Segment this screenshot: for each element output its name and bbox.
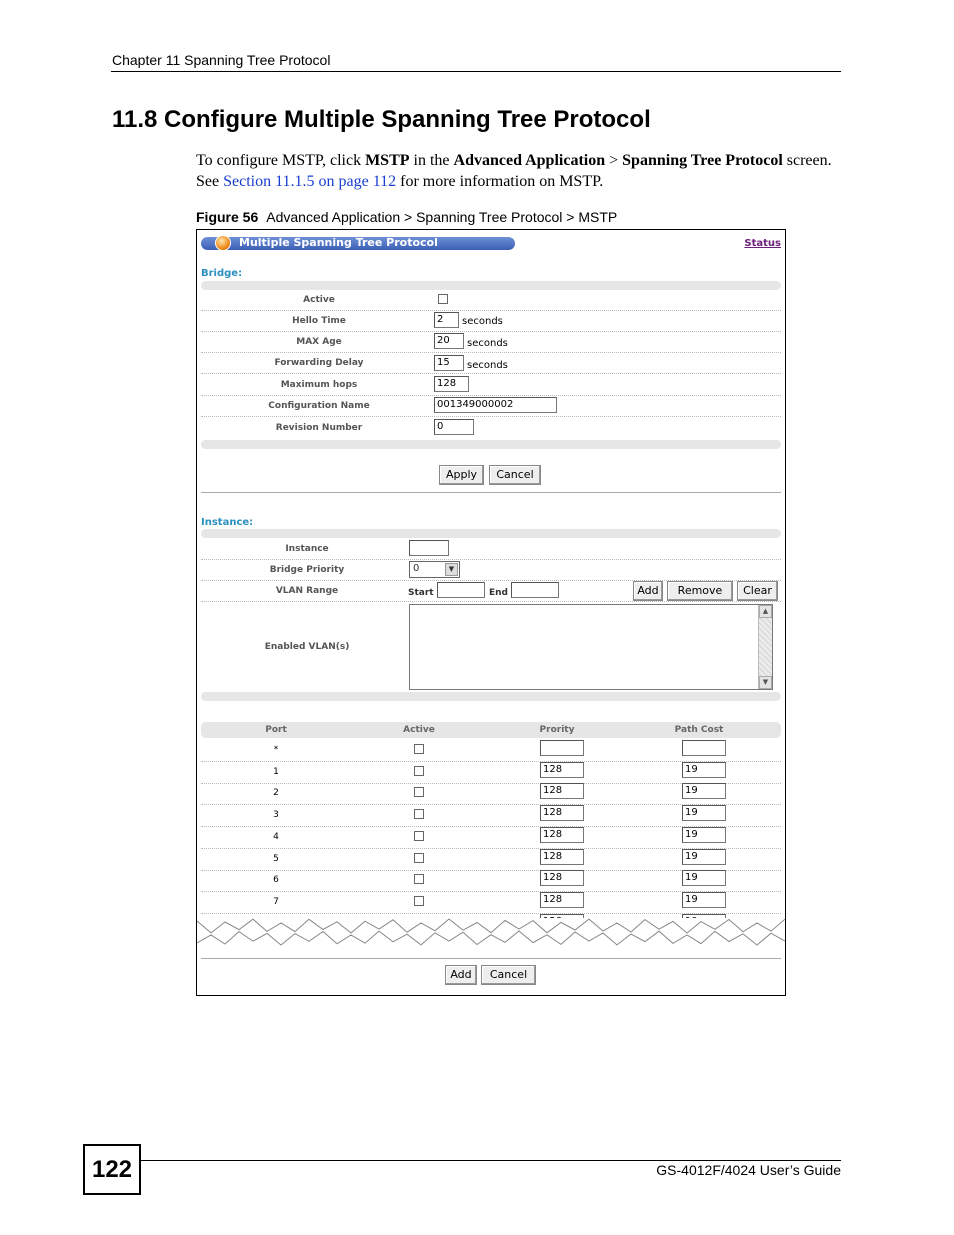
port-path-cost-input[interactable]: 19 (682, 870, 726, 886)
forward-delay-input[interactable]: 15 (434, 355, 464, 371)
header-rule (111, 71, 841, 72)
revision-number-input[interactable]: 0 (434, 419, 474, 435)
port-row (201, 849, 781, 871)
bridge-priority-select[interactable] (409, 561, 460, 578)
instance-label: Instance (285, 544, 329, 554)
row-maxage (201, 332, 781, 353)
bridge-priority-value: 0 (413, 563, 420, 574)
port-number: * (273, 745, 279, 755)
revision-label: Revision Number (275, 423, 363, 433)
enabled-vlans-textarea[interactable] (409, 604, 773, 690)
port-active-checkbox[interactable] (414, 766, 424, 776)
active-label: Active (303, 295, 335, 305)
enabled-vlans-label: Enabled VLAN(s) (264, 642, 350, 652)
para-bold-stp: Spanning Tree Protocol (622, 152, 783, 169)
row-config-name (201, 396, 781, 417)
row-instance (201, 539, 781, 560)
port-active-checkbox[interactable] (414, 809, 424, 819)
maxage-label: MAX Age (296, 337, 342, 347)
start-label: Start (408, 588, 434, 598)
enabled-vlans-scrollbar[interactable] (758, 605, 772, 689)
port-path-cost-input[interactable]: 19 (682, 827, 726, 843)
port-path-cost-input[interactable]: 19 (682, 849, 726, 865)
vlan-add-button[interactable]: Add (633, 581, 663, 601)
page-number: 122 (83, 1144, 141, 1195)
bridge-heading: Bridge: (201, 268, 243, 279)
ports-add-button[interactable]: Add (445, 965, 477, 985)
para-text-2: in the (409, 152, 454, 169)
port-row (201, 783, 781, 805)
section-divider (201, 492, 781, 493)
port-number: 5 (273, 853, 279, 864)
para-text-5: for more information on MSTP. (396, 173, 604, 190)
bridge-apply-button[interactable]: Apply (439, 465, 484, 485)
running-head: Chapter 11 Spanning Tree Protocol (112, 52, 331, 68)
vlan-remove-button[interactable]: Remove (667, 581, 733, 601)
row-bridge-priority (201, 560, 781, 581)
section-link[interactable]: Section 11.1.5 on page 112 (223, 173, 397, 190)
port-priority-input[interactable] (540, 740, 584, 756)
intro-paragraph (196, 150, 836, 192)
ports-cancel-button[interactable]: Cancel (481, 965, 536, 985)
max-hops-input[interactable]: 128 (434, 376, 469, 392)
port-number: 7 (273, 896, 279, 907)
para-text-4: screen. See (196, 152, 832, 190)
para-text-3: > (605, 152, 623, 169)
col-priority: Prority (539, 725, 575, 735)
port-row (201, 892, 781, 914)
port-priority-input[interactable]: 128 (540, 762, 584, 778)
port-priority-input[interactable]: 128 (540, 892, 584, 908)
port-number: 4 (273, 831, 279, 842)
screen-title: Multiple Spanning Tree Protocol (239, 236, 438, 249)
port-path-cost-input[interactable] (682, 740, 726, 756)
end-label: End (489, 588, 508, 598)
port-priority-input[interactable]: 128 (540, 805, 584, 821)
port-active-checkbox[interactable] (414, 874, 424, 884)
hello-unit: seconds (462, 316, 503, 327)
footer-rule (141, 1160, 841, 1161)
bridge-active-checkbox[interactable] (438, 294, 448, 304)
forward-delay-unit: seconds (467, 360, 508, 371)
forward-delay-label: Forwarding Delay (274, 358, 364, 368)
mstp-screen (196, 229, 786, 996)
port-priority-input[interactable]: 128 (540, 870, 584, 886)
port-number: 3 (273, 810, 279, 821)
port-active-checkbox[interactable] (414, 831, 424, 841)
bridge-priority-label: Bridge Priority (269, 565, 345, 575)
title-orb-icon (215, 235, 231, 251)
bridge-band-top (201, 281, 781, 290)
port-path-cost-input[interactable]: 19 (682, 805, 726, 821)
para-bold-mstp: MSTP (365, 152, 410, 169)
footer-guide-title: GS-4012F/4024 User’s Guide (656, 1162, 841, 1178)
para-text-1: To configure MSTP, click (196, 152, 366, 169)
ports-table-header (201, 722, 781, 738)
instance-band-bottom (201, 692, 781, 701)
port-active-checkbox[interactable] (414, 744, 424, 754)
port-number: 1 (273, 766, 279, 777)
section-title: 11.8 Configure Multiple Spanning Tree Protocol (112, 106, 651, 133)
col-path-cost: Path Cost (674, 725, 724, 735)
row-vlan-range (201, 581, 781, 602)
port-priority-input[interactable]: 128 (540, 849, 584, 865)
vlan-clear-button[interactable]: Clear (737, 581, 778, 601)
max-hops-label: Maximum hops (280, 380, 358, 390)
row-active (201, 290, 781, 311)
vlan-start-input[interactable] (437, 582, 485, 598)
port-priority-input[interactable]: 128 (540, 827, 584, 843)
instance-band-top (201, 529, 781, 538)
dropdown-arrow-icon: ▼ (445, 563, 458, 576)
screen-titlebar (201, 237, 515, 250)
vlan-end-input[interactable] (511, 582, 559, 598)
max-age-input[interactable]: 20 (434, 333, 464, 349)
port-row (201, 827, 781, 849)
ports-divider (201, 958, 781, 959)
row-enabled-vlans (201, 602, 781, 692)
port-row (201, 740, 781, 762)
scroll-up-icon[interactable]: ▲ (759, 605, 772, 618)
row-forward-delay (201, 353, 781, 374)
figure-caption-text: Advanced Application > Spanning Tree Protocol > MSTP (266, 209, 618, 225)
port-number: 2 (273, 788, 279, 799)
col-port: Port (265, 725, 287, 735)
port-row (201, 870, 781, 892)
instance-heading: Instance: (201, 517, 254, 528)
vlan-range-label: VLAN Range (275, 586, 339, 596)
port-number: 6 (273, 875, 279, 886)
row-revision (201, 418, 781, 439)
instance-input[interactable] (409, 540, 449, 556)
port-active-checkbox[interactable] (414, 787, 424, 797)
port-path-cost-input[interactable]: 19 (682, 783, 726, 799)
hello-label: Hello Time (292, 316, 346, 326)
figure-label: Figure 56 (196, 209, 259, 225)
hello-time-input[interactable]: 2 (434, 312, 459, 328)
port-path-cost-input[interactable]: 19 (682, 762, 726, 778)
torn-edge (197, 918, 785, 958)
maxage-unit: seconds (467, 338, 508, 349)
port-active-checkbox[interactable] (414, 853, 424, 863)
port-path-cost-input[interactable]: 19 (682, 892, 726, 908)
status-link[interactable]: Status (744, 238, 781, 249)
port-active-checkbox[interactable] (414, 896, 424, 906)
port-row (201, 805, 781, 827)
figure-caption (196, 209, 617, 225)
config-name-input[interactable]: 001349000002 (434, 397, 557, 413)
col-active: Active (403, 725, 435, 735)
bridge-band-bottom (201, 440, 781, 449)
row-max-hops (201, 375, 781, 396)
para-bold-advanced: Advanced Application (453, 152, 606, 169)
row-hello (201, 311, 781, 332)
config-name-label: Configuration Name (268, 401, 370, 411)
port-priority-input[interactable]: 128 (540, 783, 584, 799)
bridge-cancel-button[interactable]: Cancel (489, 465, 541, 485)
scroll-down-icon[interactable]: ▼ (759, 676, 772, 689)
port-row (201, 762, 781, 784)
